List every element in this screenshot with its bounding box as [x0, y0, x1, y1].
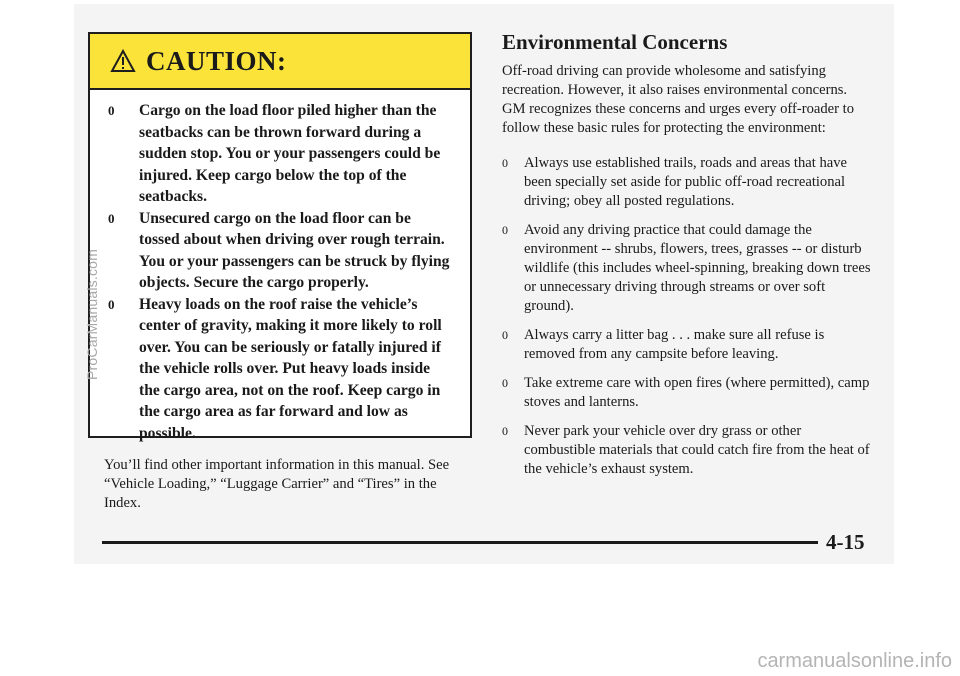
bullet-icon: 0: [502, 223, 508, 237]
caution-list: [90, 90, 470, 444]
bullet-icon: 0: [108, 296, 115, 312]
rule-item: 0 Take extreme care with open fires (where permitted), camp stoves and lanterns.: [502, 375, 870, 410]
environment-rules-list: [502, 154, 872, 479]
rule-item: 0 Always carry a litter bag . . . make sure all refuse is removed from any campsite before leaving.: [502, 327, 825, 362]
warning-triangle-icon: [110, 49, 136, 73]
caution-box: [88, 32, 472, 442]
bullet-icon: 0: [502, 424, 508, 438]
rule-item: 0 Always use established trails, roads and areas that have been specially set aside for public off-road recreational driving; obey all posted regulations.: [502, 155, 847, 209]
caution-title: CAUTION:: [146, 45, 287, 76]
rule-item: 0 Avoid any driving practice that could damage the environment -- shrubs, flowers, trees, grasses -- or disturb wildlife (this includes wheel-spinning, breaking down trees or unnecessary driving through streams or over soft ground).: [502, 222, 871, 314]
bullet-icon: 0: [502, 376, 508, 390]
caution-header: [90, 34, 470, 90]
caution-item: 0 Unsecured cargo on the load floor can be tossed about when driving over rough terrain. You or your passengers can be struck by flying objects. Secure the cargo properly.: [108, 209, 450, 291]
bullet-icon: 0: [108, 210, 115, 226]
rule-item: 0 Never park your vehicle over dry grass or other combustible materials that could catch fire from the heat of the vehicle’s exhaust system.: [502, 423, 870, 477]
footer-rule: [102, 541, 818, 544]
bottom-watermark: carmanualsonline.info: [757, 650, 952, 672]
bullet-icon: 0: [502, 328, 508, 342]
bullet-icon: 0: [502, 156, 508, 170]
bullet-icon: 0: [108, 103, 115, 118]
page-number: 4-15: [826, 530, 865, 554]
caution-item: 0 Heavy loads on the roof raise the vehicle’s center of gravity, making it more likely to roll over. You can be seriously or fatally injured if the vehicle rolls over. Put heavy loads inside the cargo area, not on the roof. Keep cargo in the cargo area as far forward and low as possible.: [108, 295, 442, 442]
side-watermark: ProCarManuals.com: [84, 249, 100, 380]
caution-item: 0 Cargo on the load floor piled higher than the seatbacks can be thrown forward during a sudden stop. You or your passengers could be injured. Keep cargo below the top of the seatbacks.: [108, 102, 441, 205]
section-title: Environmental Concerns: [502, 30, 728, 54]
cross-reference-text: You’ll find other important information in this manual. See “Vehicle Loading,” “Luggage Carrier” and “Tires” in the Index.: [104, 457, 450, 511]
section-intro: Off-road driving can provide wholesome and satisfying recreation. However, it also raises environmental concerns. GM recognizes these concerns and urges every off-roader to follow these basic rules for protecting the environment:: [502, 63, 855, 136]
